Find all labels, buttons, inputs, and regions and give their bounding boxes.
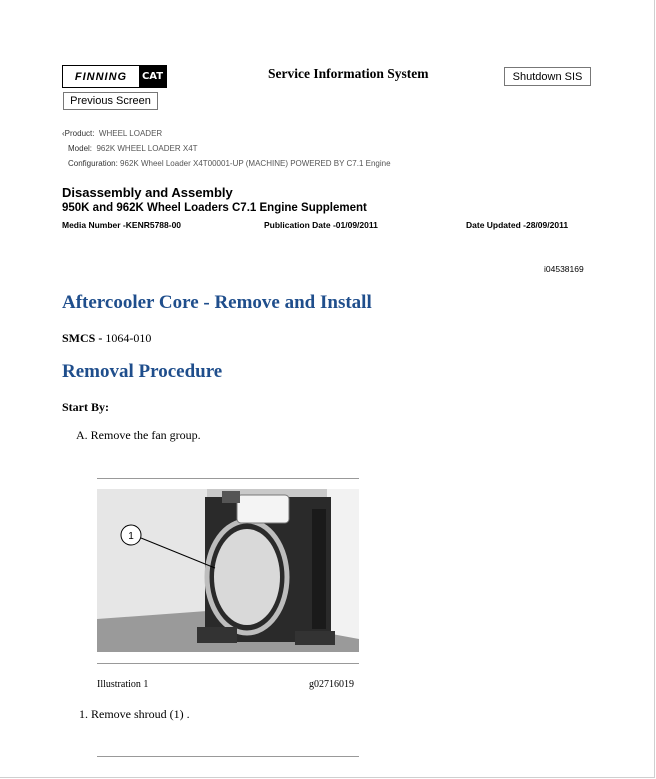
illustration-bottom-rule (97, 663, 359, 664)
illustration-top-rule (97, 478, 359, 479)
product-label: Product: (64, 129, 95, 138)
smcs-code (62, 331, 151, 346)
next-illustration-rule (97, 756, 359, 757)
start-by-label: Start By: (62, 400, 109, 414)
logo-cat-text: CAT (139, 66, 166, 87)
document-id: i04538169 (544, 264, 584, 274)
media-number: Media Number -KENR5788-00 (62, 220, 182, 230)
configuration-value: 962K Wheel Loader X4T00001-UP (MACHINE) POWERED BY C7.1 Engine (120, 159, 391, 168)
illustration-label: Illustration 1 (97, 679, 149, 690)
section-heading: Aftercooler Core - Remove and Install (62, 292, 372, 313)
step-1-text: 1. Remove shroud (1) . (79, 707, 190, 721)
model-label: Model: (68, 144, 93, 153)
product-value: WHEEL LOADER (98, 129, 163, 138)
date-updated: Date Updated -28/09/2011 (466, 220, 569, 230)
model-line (68, 144, 198, 153)
previous-screen-button[interactable]: Previous Screen (63, 92, 158, 110)
document-subtitle: 950K and 962K Wheel Loaders C7.1 Engine Supplement (62, 202, 367, 214)
logo-finning-text: FINNING (74, 70, 128, 83)
product-line (62, 129, 162, 138)
publication-date: Publication Date -01/09/2011 (264, 220, 378, 230)
smcs-value: 1064-010 (105, 331, 152, 345)
removal-procedure-heading: Removal Procedure (62, 361, 223, 382)
step-a-text: A. Remove the fan group. (76, 428, 201, 442)
document-title: Disassembly and Assembly (62, 185, 233, 200)
callout-number: 1 (128, 531, 134, 542)
finning-cat-logo (62, 65, 167, 88)
configuration-label: Configuration: (68, 159, 118, 168)
aftercooler-photo (97, 489, 359, 652)
smcs-label: SMCS - (62, 331, 106, 345)
page-title: Service Information System (268, 66, 429, 81)
model-value: 962K WHEEL LOADER X4T (96, 144, 198, 153)
illustration-id: g02716019 (309, 679, 354, 690)
shutdown-sis-button[interactable]: Shutdown SIS (504, 67, 591, 86)
configuration-line (68, 159, 391, 168)
back-chevron-icon[interactable]: ‹ (62, 129, 65, 138)
